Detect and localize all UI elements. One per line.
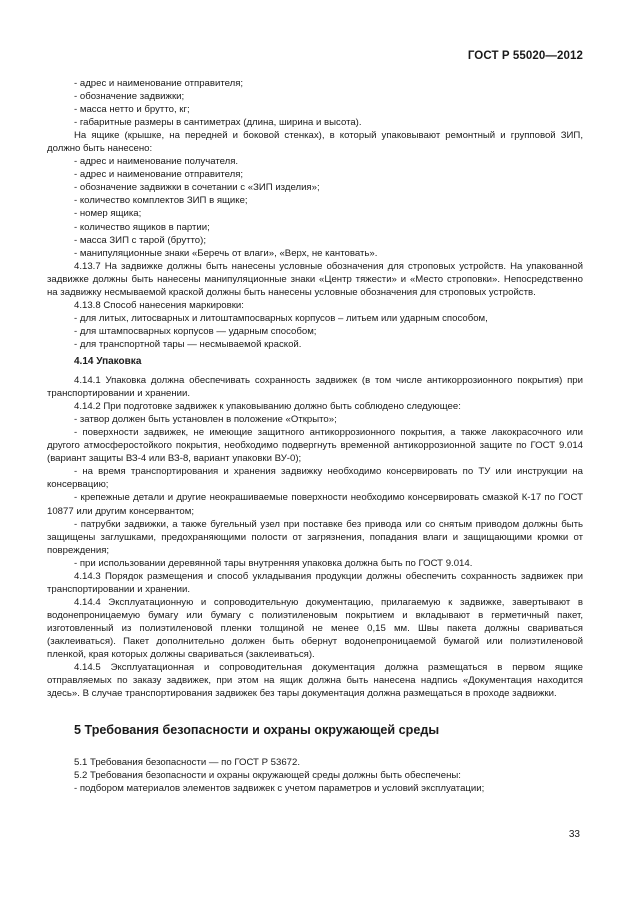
list-item: - поверхности задвижек, не имеющие защитного антикоррозионного покрытия, а также лакокрасочного или другого атмосферостойкого покрытия, необходимо подвергнуть временной антикоррозионной защите по ГОСТ 9.014 (вариант защиты ВЗ-4 или ВЗ-8, вариант упаковки ВУ-0); <box>47 427 583 465</box>
clause-heading: 5.1 Требования безопасности — по ГОСТ Р 53672. <box>74 757 300 769</box>
list-item: - габаритные размеры в сантиметрах (длина, ширина и высота). <box>74 117 362 129</box>
list-item: - обозначение задвижки в сочетании с «ЗИП изделия»; <box>74 182 320 194</box>
clause-heading: 5.2 Требования безопасности и охраны окружающей среды должны быть обеспечены: <box>74 770 461 782</box>
section-heading: 5 Требования безопасности и охраны окружающей среды <box>74 723 440 738</box>
paragraph: 4.14.1 Упаковка должна обеспечивать сохранность задвижек (в том числе антикоррозионного покрытия) при транспортировании и хранении. <box>47 375 583 400</box>
list-item: - для штампосварных корпусов — ударным способом; <box>74 325 317 337</box>
list-item: - масса ЗИП с тарой (брутто); <box>74 234 207 246</box>
page-number: 33 <box>568 829 580 840</box>
list-item: - для транспортной тары — несмываемой краской. <box>74 338 302 350</box>
list-item: - на время транспортирования и хранения задвижку необходимо консервировать по ТУ или инструкции на консервацию; <box>47 466 583 491</box>
document-body <box>47 77 583 795</box>
paragraph: 4.14.4 Эксплуатационную и сопроводительную документацию, прилагаемую к задвижке, завертывают в водонепроницаемую бумагу или бумагу с полиэтиленовым покрытием и вкладывают в герметичный пакет, изготовленный из полиэтиленовой пленки толщиной не менее 0,15 мм. Швы пакета должны свариваться (заклеиваться). Пакет дополнительно должен быть обернут водонепроницаемой бумагой или полиэтиленовой пленкой, края которых должны свариваться (заклеиваться). <box>47 596 583 661</box>
list-item: - затвор должен быть установлен в положение «Открыто»; <box>74 414 337 426</box>
clause-heading: 4.14.2 При подготовке задвижек к упаковыванию должно быть соблюдено следующее: <box>74 401 461 413</box>
list-item: - адрес и наименование получателя. <box>74 156 239 168</box>
paragraph: На ящике (крышке, на передней и боковой стенках), в который упаковывают ремонтный и групповой ЗИП, должно быть нанесено: <box>47 130 583 155</box>
list-item: - адрес и наименование отправителя; <box>74 169 244 181</box>
list-item: - патрубки задвижки, а также бугельный узел при поставке без привода или со снятым приводом должны быть защищены заглушками, предохраняющими полости от загрязнения, попадания влаги и защищающими кромки от повреждения; <box>47 518 583 556</box>
list-item: - количество ящиков в партии; <box>74 221 210 233</box>
list-item: - количество комплектов ЗИП в ящике; <box>74 195 248 207</box>
paragraph: 4.13.7 На задвижке должны быть нанесены условные обозначения для строповых устройств. На упакованной задвижке должны быть нанесены манипуляционные знаки «Центр тяжести» и «Место строповки». Непосредственно на задвижку несмываемой краской должны быть нанесены условные обозначения для строповых устройств. <box>47 260 583 298</box>
paragraph: 4.14.5 Эксплуатационная и сопроводительная документация должна размещаться в первом ящике отправляемых по заказу задвижек, при этом на ящик должна быть нанесена надпись «Документация находится здесь». В случае транспортирования задвижек без тары документация должна размещаться в проходе задвижки. <box>47 662 583 700</box>
list-item: - подбором материалов элементов задвижек с учетом параметров и условий эксплуатации; <box>74 783 485 795</box>
list-item: - масса нетто и брутто, кг; <box>74 104 190 116</box>
list-item: - номер ящика; <box>74 208 142 220</box>
document-header-id: ГОСТ Р 55020—2012 <box>467 50 583 62</box>
paragraph: 4.14.3 Порядок размещения и способ укладывания продукции должны обеспечить сохранность задвижек при транспортировании и хранении. <box>47 570 583 595</box>
list-item: - манипуляционные знаки «Беречь от влаги», «Верх, не кантовать». <box>74 247 378 259</box>
clause-heading: 4.13.8 Способ нанесения маркировки: <box>74 299 244 311</box>
list-item: - крепежные детали и другие неокрашиваемые поверхности необходимо консервировать смазкой К-17 по ГОСТ 10877 или другим консервантом; <box>47 492 583 517</box>
list-item: - обозначение задвижки; <box>74 91 185 103</box>
list-item: - при использовании деревянной тары внутренняя упаковка должна быть по ГОСТ 9.014. <box>74 557 473 569</box>
list-item: - адрес и наименование отправителя; <box>74 78 244 89</box>
list-item: - для литых, литосварных и литоштампосварных корпусов – литьем или ударным способом, <box>74 312 488 324</box>
subsection-heading: 4.14 Упаковка <box>74 355 142 367</box>
